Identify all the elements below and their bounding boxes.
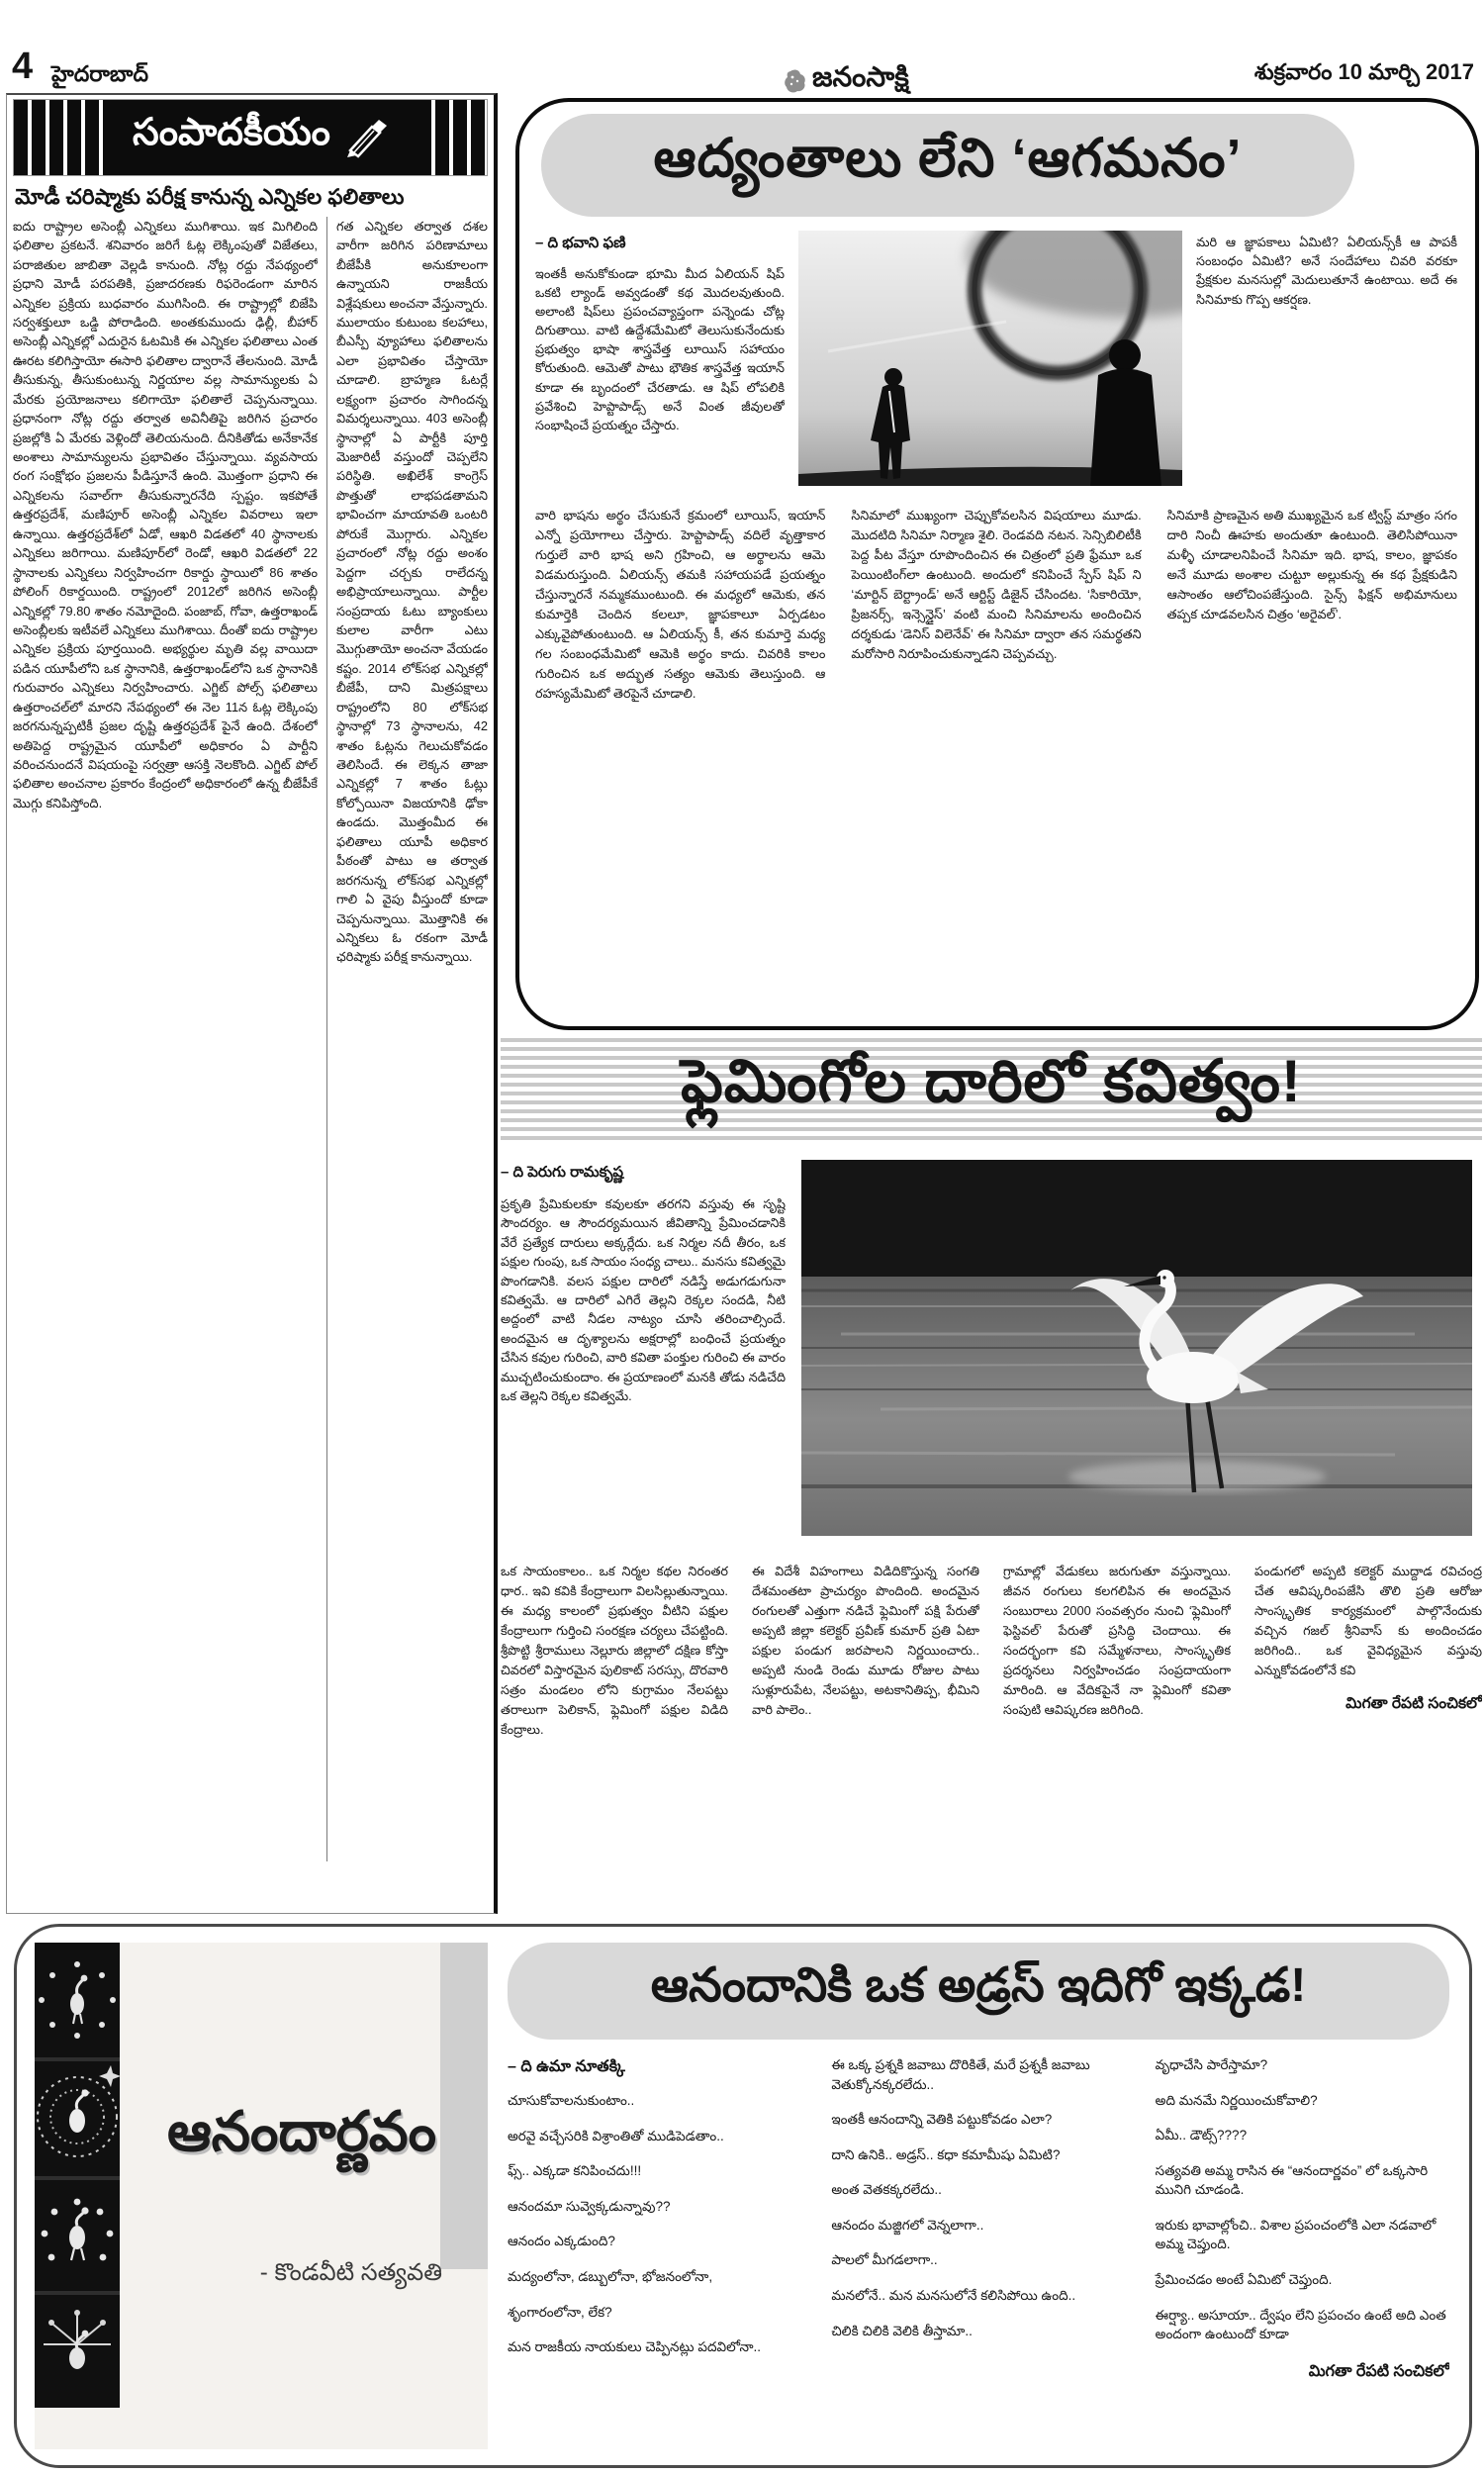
poem-line: ఇరుకు భావాల్లోంచి.. విశాల ప్రపంచంలోకి ఎలా నడవాలో అమ్మ చెప్తుంది. [1155,2217,1437,2252]
poem-line: అరవై వచ్చేసరికి విశ్రాంతితో ముడిపెడతాం.. [508,2128,724,2143]
poem-line: ప్రేమించడం అంటే ఏమిటో చెప్తుంది. [1155,2271,1333,2287]
feature-continuation: మిగతా రేపటి సంచికలో [1308,2362,1449,2380]
article2-column-4-text: పండుగలో అప్పటి కలెక్టర్ ముద్దాడ రవిచంద్ర చేత ఆవిష్కరింపజేసి తొలి ప్రతి ఆరోజు సాంస్కృతిక కార్యక్రమంలో పాల్గొనేందుకు వచ్చిన గజల్ శ్రీనివాస్ కు అందించడం జరిగింది.. ఒక వైవిధ్యమైన వస్తువు ఎన్నుకోవడంలోనే కవి [1254,1564,1482,1677]
poem-line: చూసుకోవాలనుకుంటాం.. [508,2093,635,2109]
editorial-column-2: గత ఎన్నికల తర్వాత దశల వారీగా జరిగిన పరిణామాలు బీజేపీకి అనుకూలంగా ఉన్నాయని రాజకీయ విశ్లేషకులు అంచనా వేస్తున్నారు. ములాయం కుటుంబ కలహాలు, బీఎస్పీ వ్యూహాలు ఫలితాలను ఎలా ప్రభావితం చేస్తాయో చూడాలి. బ్రాహ్మణ ఓటర్లే లక్ష్యంగా ప్రచారం సాగిందన్న విమర్శలున్నాయి. 403 అసెంబ్లీ స్థానాల్లో ఏ పార్టీకి పూర్తి మెజారిటీ వస్తుందో చెప్పలేని పరిస్థితి. అఖిలేశ్ కాంగ్రెస్ పొత్తుతో లాభపడతామని భావించగా మాయావతి ఒంటరి పోరుకే మొగ్గారు. ఎన్నికల ప్రచారంలో నోట్ల రద్దు అంశం పెద్దగా చర్చకు రాలేదన్న అభిప్రాయాలున్నాయి. పార్టీల సంప్రదాయ ఓటు బ్యాంకులు కులాల వారీగా ఎటు మొగ్గుతాయో అంచనా వేయడం కష్టం. 2014 లోక్‌సభ ఎన్నికల్లో బీజేపీ, దాని మిత్రపక్షాలు రాష్ట్రంలోని 80 లోక్‌సభ స్థానాల్లో 73 స్థానాలను, 42 శాతం ఓట్లను గెలుచుకోవడం తెలిసిందే. ఈ లెక్కన తాజా ఎన్నికల్లో 7 శాతం ఓట్లు కోల్పోయినా విజయానికి ఢోకా ఉండదు. మొత్తంమీద ఈ ఫలితాలు యూపీ అధికార పీఠంతో పాటు ఆ తర్వాత జరగనున్న లోక్‌సభ ఎన్నికల్లో గాలి ఏ వైపు వీస్తుందో కూడా చెప్పనున్నాయి. మొత్తానికి ఈ ఎన్నికలు ఓ రకంగా మోడీ ఛరిష్మాకు పరీక్ష కానున్నాయి. [326,217,488,1861]
poem-line: ఫ్స్.. ఎక్కడా కనిపించదు!!! [508,2163,642,2179]
editorial-section [6,93,498,1914]
editorial-section-label-text: సంపాదకీయం [133,112,330,153]
poem-line: ఈ ఒక్క ప్రశ్నకి జవాబు దొరికితే, మరే ప్రశ్నకీ జవాబు వెతుక్కోనక్కరలేదు.. [831,2057,1090,2092]
book-cover-image [35,1943,488,2449]
poem-line: శృంగారంలోనా, లేక? [508,2304,612,2320]
article1-column-1: వారి భాషను అర్థం చేసుకునే క్రమంలో లూయిస్, ఇయాన్ ఎన్నో ప్రయోగాలు చేస్తారు. హెప్టాపాడ్స్ వదిలే వృత్తాకార గుర్తులే వారి భాష అని గ్రహించి, ఆ అర్థాలను ఆమె విడమరుస్తుంది. ఏలియన్స్ తమకి సహాయపడే ప్రయత్నం చేస్తున్నారనే నమ్మకముంటుంది. ఈ మధ్యలో ఆమెకు, తన కుమార్తెకి చెందిన కలలూ, జ్ఞాపకాలూ ఏర్పడటం ఎక్కువైపోతుంటుంది. ఆ ఏలియన్స్ కీ, తన కుమార్తె మధ్య గల సంబంధమేమిటో ఆమెకి అర్థం కాదు. చివరికి కాలం గురించిన ఒక అద్భుత సత్యం ఆమెకు తెలుస్తుంది. ఆ రహస్యమేమిటో తెరపైనే చూడాలి. [535,508,826,701]
book-feature-headline: ఆనందానికి ఒక అడ్రస్ ఇదిగో ఇక్కడ! [508,1943,1449,2040]
masthead [784,61,909,100]
poem-line: మన రాజకీయ నాయకులు చెప్పినట్లు పదవిలోనా.. [508,2339,761,2355]
book-feature-section [14,1924,1472,2468]
article2-column-4 [1254,1562,1482,1906]
arrival-movie-photo [798,231,1182,486]
poem-line: అంత వెతకక్కరలేదు.. [831,2182,942,2198]
feature-column-2 [831,2055,1125,2449]
pen-icon [342,117,390,158]
editorial-column-1: ఐదు రాష్ట్రాల అసెంబ్లీ ఎన్నికలు ముగిశాయి. ఇక మిగిలింది ఫలితాల ప్రకటనే. శనివారం జరిగే ఓట్ల లెక్కింపుతో విజేతలు, పరాజితుల జాబితా వెల్లడి కానుంది. నోట్ల రద్దు నేపథ్యంలో ప్రధాని మోడీ పరపతికి, ప్రజాదరణకు రిఫరెండంగా మారిన ఎన్నికల ప్రక్రియ బుధవారం ముగిసింది. ఈ రాష్ట్రాల్లో బిజేపి సర్వశక్తులూ ఒడ్డి పోరాడింది. అంతకుముందు ఢిల్లీ, బీహార్ అసెంబ్లీ ఎన్నికల్లో ఎదురైన ఓటమికి ఈ ఎన్నికల ఫలితాలు ఎంత ఊరట కలిగిస్తాయో ఈసారి ఫలితాల ద్వారానే తేలనుంది. మోడీ తీసుకున్న, తీసుకుంటున్న నిర్ణయాల వల్ల సామాన్యులకు ఏ మేరకు ప్రయోజనాలు కలిగాయో ఫలితాలే చెప్పనున్నాయి. ప్రధానంగా నోట్ల రద్దు తర్వాత అవినీతిపై జరిగిన ప్రచారం ప్రజల్లోకి ఏ మేరకు వెళ్లిందో తెలియనుంది. దీనికితోడు అనేకానేక అంశాలు సామాన్యులను ప్రభావితం చేస్తున్నాయి. వ్యవసాయ రంగ సంక్షోభం ప్రజలను పీడిస్తూనే ఉంది. మొత్తంగా ప్రధాని ఈ ఎన్నికలను సవాల్‌గా తీసుకున్నారనేది స్పష్టం. ఇకపోతే ఉత్తరప్రదేశ్, మణిపూర్ అసెంబ్లీ ఎన్నికల వివరాలు ఇలా ఉన్నాయి. ఉత్తరప్రదేశ్‌లో ఏడో, ఆఖరి విడతలో 40 స్థానాలకు ఎన్నికలు జరిగాయి. మణిపూర్‌లో రెండో, ఆఖరి విడతలో 22 స్థానాలకు ఎన్నికలు నిర్వహించగా రికార్డు స్థాయిలో 86 శాతం పోలింగ్ రికార్డయింది. రాష్ట్రంలో 2012లో జరిగిన అసెంబ్లీ ఎన్నికల్లో 79.80 శాతం నమోదైంది. పంజాబ్, గోవా, ఉత్తరాఖండ్ అసెంబ్లీలకు ఇటీవలే ఎన్నికలు ముగిశాయి. దీంతో ఐదు రాష్ట్రాల ఎన్నికల ప్రక్రియ పూర్తయింది. అభ్యర్థుల మృతి వల్ల వాయిదా పడిన యూపీలోని ఒక స్థానానికి, ఉత్తరాఖండ్‌లోని ఒక స్థానానికి గురువారం ఎన్నికలు నిర్వహించారు. ఎగ్జిట్ పోల్స్ ఫలితాలు ఉత్తరాంచల్‌లో మారని నేపథ్యంలో ఈ నెల 11న ఓట్ల లెక్కింపు జరగనున్నప్పటికీ ప్రజల దృష్టి ఉత్తరప్రదేశ్ పైనే ఉంది. దేశంలో అతిపెద్ద రాష్ట్రమైన యూపీలో అధికారం ఏ పార్టీని వరించనుందనే విషయంపై సర్వత్రా ఆసక్తి నెలకొంది. ఎగ్జిట్ పోల్ ఫలితాల అంచనాల ప్రకారం కేంద్రంలో అధికారంలో ఉన్న బీజేపీకే మొగ్గు కనిపిస్తోంది. [13,218,318,810]
article2-lead-text: ప్రకృతి ప్రేమికులకూ కవులకూ తరగని వస్తువు ఈ సృష్టి సౌందర్యం. ఆ సౌందర్యమయిన జీవితాన్ని ప్రేమించడానికి వేరే ప్రత్యేక దారులు అక్కర్లేదు. ఒక నిర్మల నదీ తీరం, ఒక పక్షుల గుంపు, ఒక సాయం సంధ్య చాలు.. మనసు కవిత్వమై పొంగడానికి. వలస పక్షుల దారిలో నడిస్తే అడుగడుగునా కవిత్వమే. ఆ దారిలో ఎగిరే తెల్లని రెక్కల సందడి, నీటి అద్దంలో వాటి నీడల నాట్యం చూసి తరించాల్సిందే. అందమైన ఆ దృశ్యాలను అక్షరాల్లో బంధించే ప్రయత్నం చేసిన కవుల గురించి, వారి కవితా పంక్తుల గురించి ఈ వారం ముచ్చటించుకుందాం. ఈ ప్రయాణంలో మనకి తోడు నడిచేది ఒక తెల్లని రెక్కల కవిత్వమే. [501,1195,786,1404]
article2-byline: – ది పెరుగు రామకృష్ణ [501,1164,624,1181]
poem-line: ఏమీ.. డౌట్స్???? [1155,2128,1248,2143]
article-flamingo-poetry [501,1033,1482,1913]
poem-line: దాని ఉనికి.. అడ్రస్.. కధా కమామీషు ఏమిటి? [831,2146,1061,2162]
feature-byline: – ది ఉమా నూతక్కి [508,2058,625,2075]
article1-column-2: సినిమాలో ముఖ్యంగా చెప్పుకోవలసిన విషయాలు మూడు. మొదటిది సినిమా నిర్మాణ శైలి. రెండవది నటన. సెన్సిబిలిటీకి పెద్ద పీట వేస్తూ రూపొందించిన ఈ చిత్రంలో ప్రతి ఫ్రేమూ ఒక పెయింటింగ్‌లా ఉంటుంది. అందులో కనిపించే స్పేస్ షిప్ ని ‘మార్టిన్ బెర్ట్రాండ్’ అనే ఆర్టిస్ట్ డిజైన్ చేసిందట. ‘సికారియో, ప్రిజనర్స్, ఇన్సెన్డైస్’ వంటి మంచి సినిమాలను అందించిన దర్శకుడు ‘డెనిస్ విలెనేవ్’ ఈ సినిమా ద్వారా తన సమర్థతని మరోసారి నిరూపించుకున్నాడని చెప్పవచ్చు. [851,508,1142,661]
editorial-section-label [105,100,417,175]
poem-line: చిలికి చిలికి వెలికి తీస్తామా.. [831,2323,973,2338]
poem-line: పాలలో మీగడలాగా.. [831,2252,938,2268]
article2-column-2: ఈ విదేశీ విహంగాలు విడిదికొస్తున్న సంగతి దేశమంతటా ప్రాచుర్యం పొందింది. అందమైన రంగులతో ఎత్తుగా నడిచే ఫ్లెమింగో పక్షి పేరుతో అప్పటి జిల్లా కలెక్టర్ ప్రవీణ్ కుమార్ ప్రతి ఏటా పక్షుల పండుగ జరపాలని నిర్ణయించారు.. అప్పటి నుండి రెండు మూడు రోజుల పాటు సుళ్లూరుపేట, నేలపట్టు, అటకానితిప్ప, భీమిని వారి పాలెం.. [752,1564,979,1717]
feature-column-1 [508,2055,801,2449]
article2-lead-column [501,1160,786,1548]
masthead-map-icon [784,68,807,94]
poem-line: ఆనందమా సువ్వెక్కడున్నావు?? [508,2198,671,2214]
article2-top-row [501,1160,1482,1548]
article-arrival-review [515,98,1479,1030]
book-cover-author: - కొండవీటి సత్యవతి [259,2259,442,2286]
article1-column-3: సినిమాకి ప్రాణమైన అతి ముఖ్యమైన ఒక ట్విస్ట్ మాత్రం సగం దారి నించీ ఊహకు అందుతూ ఉంటుంది. తెలిసిపోయినా మళ్ళీ చూడాలనిపించే సినిమా ఇది. భాష, కాలం, జ్ఞాపకం అనే మూడు అంశాల చుట్టూ అల్లుకున్న ఈ కథ ప్రేక్షకుడిని ఆసాంతం ఆలోచింపజేస్తుంది. సైన్స్ ఫిక్షన్ అభిమానులు తప్పక చూడవలసిన చిత్రం ‘అరైవల్’. [1166,508,1457,621]
article2-continuation: మిగతా రేపటి సంచికలో [1345,1694,1482,1712]
poem-line: వృధాచేసి పారేస్తామా? [1155,2057,1268,2072]
editorial-banner [13,99,488,176]
book-feature-content [508,1943,1449,2449]
editorial-headline: మోడీ చరిష్మాకు పరీక్ష కానున్న ఎన్నికల ఫలితాలు [15,185,405,209]
article1-headline: ఆద్యంతాలు లేని ‘ఆగమనం’ [541,114,1354,217]
poem-line: సత్యవతి అమ్మ రాసిన ఈ “ఆనందార్ణవం” లో ఒక్కసారి మునిగి చూడండి. [1155,2162,1429,2198]
editorial-body [13,217,488,1861]
page-number: 4 [12,46,34,87]
poem-line: ఆనందం ఎక్కడుంది? [508,2234,615,2249]
article2-headline: ఫ్లెమింగోల దారిలో కవిత్వం! [681,1048,1302,1114]
poem-line: ఇంతకీ ఆనందాన్ని వెతికి పట్టుకోవడం ఎలా? [831,2112,1053,2128]
article2-bottom-row [501,1562,1482,1906]
egret-photo [801,1160,1482,1536]
poem-line: మనలోనే.. మన మనసులోనే కలిసిపోయి ఉంది.. [831,2287,1076,2303]
article2-column-1: ఒక సాయంకాలం.. ఒక నిర్మల కథల నిరంతర ధార.. ఇవి కవికి కేంద్రాలుగా విలసిల్లుతున్నాయి. ఈ మధ్య కాలంలో ప్రభుత్వం వీటిని పక్షుల కేంద్రాలుగా గుర్తించి సంరక్షణ చర్యలు చేపట్టింది. శ్రీపొట్టి శ్రీరాములు నెల్లూరు జిల్లాలో దక్షిణ కోస్తా చివరలో విస్తారమైన పులికాట్ సరస్సు, దొరవారి సత్రం మండలం లోని కుగ్రామం నేలపట్టు తరాలుగా పెలికాన్, ఫ్లెమింగో పక్షుల విడిది కేంద్రాలు. [501,1564,728,1737]
peacock-art-strip [35,1943,120,2449]
feature-column-3 [1156,2055,1449,2449]
article1-intro-column [535,221,785,494]
article2-headline-band [501,1033,1482,1144]
book-cover-title: ఆనందార్ణవం [166,2100,437,2162]
book-feature-columns [508,2055,1449,2449]
banner-stripes-right [417,100,487,175]
article1-byline: – ది భవాని ఫణి [535,235,626,251]
poem-line: అది మనమే నిర్ణయించుకోవాలి? [1155,2092,1318,2108]
article1-bottom-row [535,506,1457,993]
masthead-title: జనంసాక్షి [812,61,909,92]
article1-intro-text: ఇంతకీ అనుకోకుండా భూమి మీద ఏలియన్ షిప్ ఒకటి ల్యాండ్ అవ్వడంతో కథ మొదలవుతుంది. అలాంటి షిప్‌లు ప్రపంచవ్యాప్తంగా పన్నెండు చోట్ల దిగుతాయి. వాటి ఉద్దేశమేమిటో తెలుసుకునేందుకు ప్రభుత్వం భాషా శాస్త్రవేత్త లూయిస్ సహాయం కోరుతుంది. ఆమెతో పాటు భౌతిక శాస్త్రవేత్త ఇయాన్ కూడా ఈ బృందంలో చేరతాడు. ఆ షిప్ లోపలికి ప్రవేశించి హెప్టాపాడ్స్ అనే వింత జీవులతో సంభాషించే ప్రయత్నం చేస్తారు. [535,265,785,432]
poem-line: మద్యంలోనా, డబ్బులోనా, భోజనంలోనా, [508,2269,713,2284]
poem-line: ఆనందం మజ్జిగలో వెన్నలాగా.. [831,2217,984,2233]
article1-top-row [535,221,1457,494]
article1-right-top-column: మరి ఆ జ్ఞాపకాలు ఏమిటి? ఏలియన్స్‌కీ ఆ పాపకీ సంబంధం ఏమిటి? అనే సందేహాలు చివరి వరకూ ప్రేక్షకుల మనసుల్లో మెదులుతూనే ఉంటాయి. అదే ఈ సినిమాకు గొప్ప ఆకర్షణ. [1196,235,1457,307]
banner-stripes-left [14,100,105,175]
article2-column-3: గ్రామాల్లో వేడుకలు జరుగుతూ వస్తున్నాయి. జీవన రంగులు కలగలిపిన ఈ అందమైన సంబురాలు 2000 సంవత్సరం నుంచి ‘ఫ్లెమింగో ఫెస్టివల్’ పేరుతో ప్రసిద్ధి చెందాయి. ఈ సందర్భంగా కవి సమ్మేళనాలు, సాంస్కృతిక ప్రదర్శనలు నిర్వహించడం సంప్రదాయంగా మారింది. ఆ వేదికపైనే నా ఫ్లెమింగో కవితా సంపుటి ఆవిష్కరణ జరిగింది. [1003,1564,1231,1717]
poem-line: ఈర్ష్యా.. అసూయా.. ద్వేషం లేని ప్రపంచం ఉంటే అది ఎంత అందంగా ఉంటుందో కూడా [1155,2307,1446,2342]
page-city: హైదరాబాద్ [51,61,148,86]
page-date: శుక్రవారం 10 మార్చి 2017 [1253,59,1474,84]
